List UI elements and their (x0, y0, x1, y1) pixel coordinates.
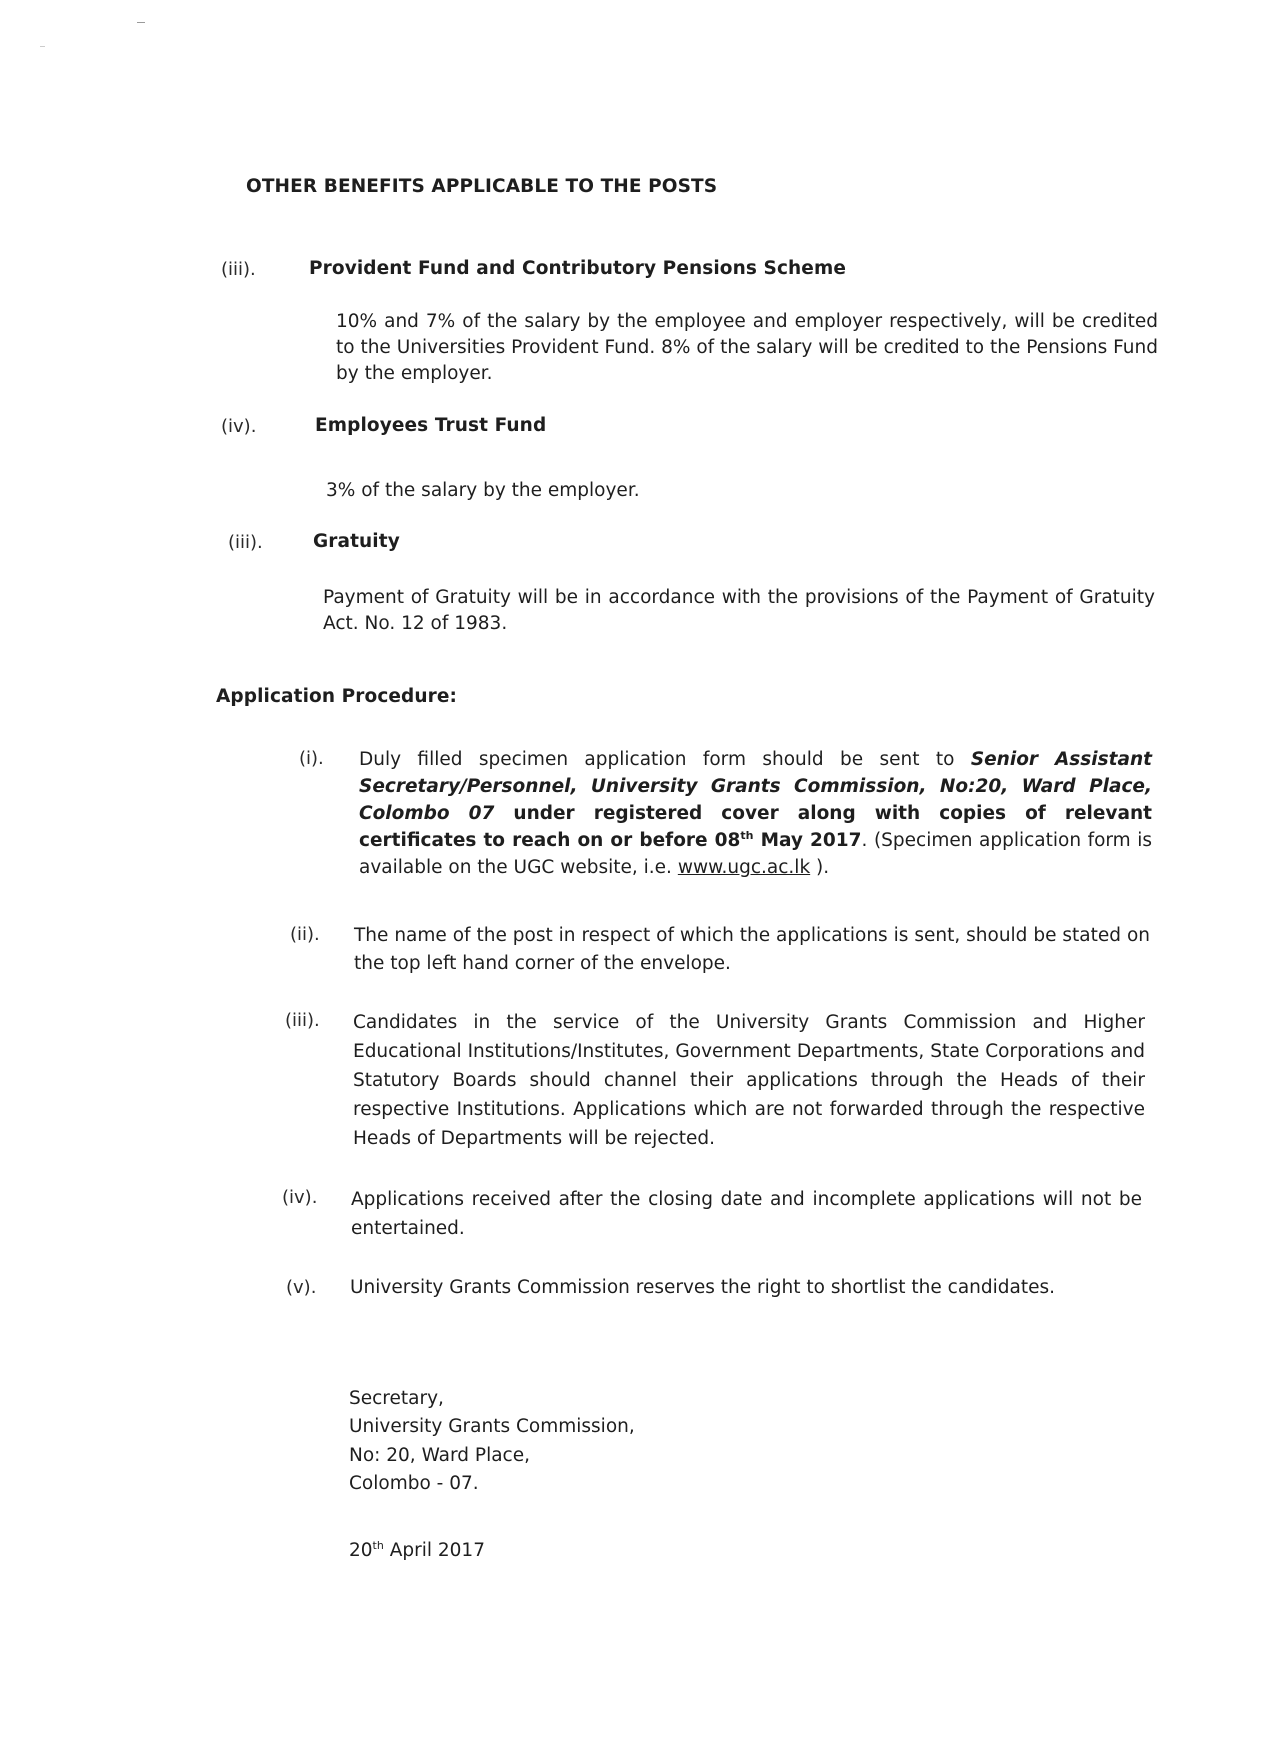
benefit-title: Employees Trust Fund (315, 415, 547, 436)
benefit-body: Payment of Gratuity will be in accordance with the provisions of the Payment of Gratuity Act. No. 12 of 1983. (323, 587, 1155, 634)
benefit-number: (iii). (228, 532, 263, 553)
issue-date-suffix: th (372, 1538, 384, 1552)
signature-line: No: 20, Ward Place, (349, 1445, 530, 1466)
benefit-number: (iii). (221, 259, 256, 280)
deadline-text: under registered cover along with copies of relevant certificates to reach on or before 08 (359, 803, 1152, 851)
procedure-item-number: (v). (286, 1277, 317, 1298)
procedure-item-text: Applications received after the closing date and incomplete applications will not be entertained. (351, 1189, 1142, 1239)
deadline-date-suffix: th (740, 828, 754, 842)
issue-date (349, 1538, 485, 1564)
benefit-title: Gratuity (313, 531, 400, 552)
deadline-date: May 2017 (753, 830, 862, 851)
procedure-item-text (359, 746, 1152, 881)
benefit-number: (iv). (221, 416, 257, 437)
procedure-item-number: (iv). (282, 1187, 318, 1208)
ugc-website-link[interactable]: www.ugc.ac.lk (677, 857, 811, 878)
submission-address: Senior Assistant Secretary/Personnel, University Grants Commission, No:20, Ward Place, Colombo 07 (359, 749, 1152, 824)
scan-speck (40, 46, 45, 47)
procedure-title: Application Procedure: (216, 686, 458, 707)
benefit-body: 10% and 7% of the salary by the employee and employer respectively, will be credited to the Universities Provident Fund. 8% of the salary will be credited to the Pensions Fund by the employer. (336, 311, 1158, 384)
procedure-item-text-part: . (Specimen application form is available on the UGC website, i.e. (359, 830, 1152, 878)
procedure-item-text: The name of the post in respect of which the applications is sent, should be stated on the top left hand corner of the envelope. (354, 925, 1150, 974)
procedure-item-number: (ii). (290, 924, 320, 945)
procedure-item-number: (iii). (285, 1010, 320, 1031)
procedure-item-text-part: ). (810, 857, 830, 878)
benefit-title: Provident Fund and Contributory Pensions Scheme (309, 258, 846, 279)
procedure-item-text: University Grants Commission reserves the right to shortlist the candidates. (350, 1277, 1056, 1298)
scan-speck (137, 22, 145, 23)
signature-line: Secretary, (349, 1388, 444, 1409)
issue-date-rest: April 2017 (383, 1540, 485, 1561)
signature-line: Colombo - 07. (349, 1473, 479, 1494)
section-title: OTHER BENEFITS APPLICABLE TO THE POSTS (246, 176, 718, 197)
benefit-body: 3% of the salary by the employer. (326, 480, 640, 501)
signature-line: University Grants Commission, (349, 1416, 635, 1437)
issue-date-day: 20 (349, 1540, 373, 1561)
procedure-item-text: Candidates in the service of the University Grants Commission and Higher Educational Institutions/Institutes, Government Departments, State Corporations and Statutory Boards should channel their applications through the Heads of their respective Institutions. Applications which are not forwarded through the respective Heads of Departments will be rejected. (353, 1012, 1145, 1149)
procedure-item-number: (i). (299, 748, 324, 769)
procedure-item-text-part: Duly filled specimen application form should be sent to (359, 749, 971, 770)
